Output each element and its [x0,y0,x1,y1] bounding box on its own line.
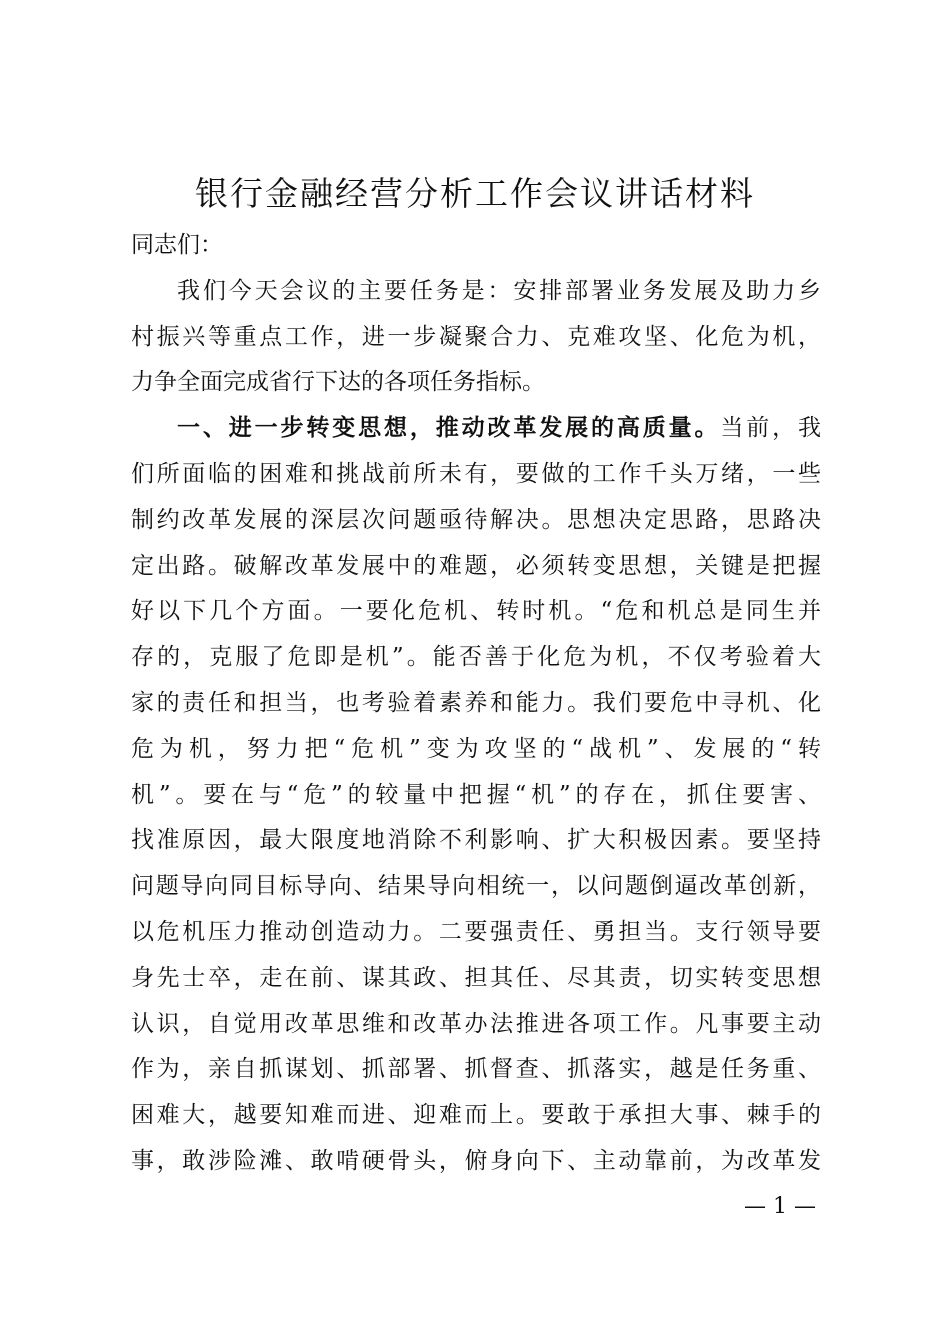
section-1-first-line-rest: 当前，我 [720,415,821,442]
paragraph-line: 制约改革发展的深层次问题亟待解决。思想决定思路，思路决 [131,506,821,533]
paragraph-line: 定出路。破解改革发展中的难题，必须转变思想，关键是把握 [131,552,821,579]
paragraph-line: 困难大，越要知难而进、迎难而上。要敢于承担大事、棘手的 [131,1102,821,1129]
paragraph-line: 问题导向同目标导向、结果导向相统一，以问题倒逼改革创新， [131,873,821,900]
paragraph-line: 找准原因，最大限度地消除不利影响、扩大积极因素。要坚持 [131,827,821,854]
paragraph-line: 认识，自觉用改革思维和改革办法推进各项工作。凡事要主动 [131,1010,821,1037]
paragraph-line: 事，敢涉险滩、敢啃硬骨头，俯身向下、主动靠前，为改革发 [131,1147,821,1174]
intro-line: 村振兴等重点工作，进一步凝聚合力、克难攻坚、化危为机， [131,323,821,350]
document-body [131,223,821,1185]
paragraph-line: 身先士卒，走在前、谋其政、担其任、尽其责，切实转变思想 [131,964,821,991]
salutation: 同志们： [131,232,223,258]
paragraph-line: 存的，克服了危即是机”。能否善于化危为机，不仅考验着大 [131,644,821,671]
paragraph-line: 危为机，努力把“危机”变为攻坚的“战机”、发展的“转 [131,735,821,762]
document-title: 银行金融经营分析工作会议讲话材料 [195,174,755,213]
intro-line: 力争全面完成省行下达的各项任务指标。 [131,369,545,396]
page-number: — 1 — [744,1194,816,1219]
paragraph-line: 们所面临的困难和挑战前所未有，要做的工作千头万绪，一些 [131,460,821,487]
paragraph-line: 以危机压力推动创造动力。二要强责任、勇担当。支行领导要 [131,918,821,945]
paragraph-line: 机”。要在与“危”的较量中把握“机”的存在，抓住要害、 [131,781,821,808]
paragraph-line: 作为，亲自抓谋划、抓部署、抓督查、抓落实，越是任务重、 [131,1056,821,1083]
section-1-heading: 一、进一步转变思想，推动改革发展的高质量。 [177,415,721,442]
paragraph-line: 好以下几个方面。一要化危机、转时机。“危和机总是同生并 [131,598,821,625]
paragraph-line: 家的责任和担当，也考验着素养和能力。我们要危中寻机、化 [131,689,821,716]
section-1-first-line [131,406,821,452]
intro-line: 我们今天会议的主要任务是：安排部署业务发展及助力乡 [177,277,821,304]
